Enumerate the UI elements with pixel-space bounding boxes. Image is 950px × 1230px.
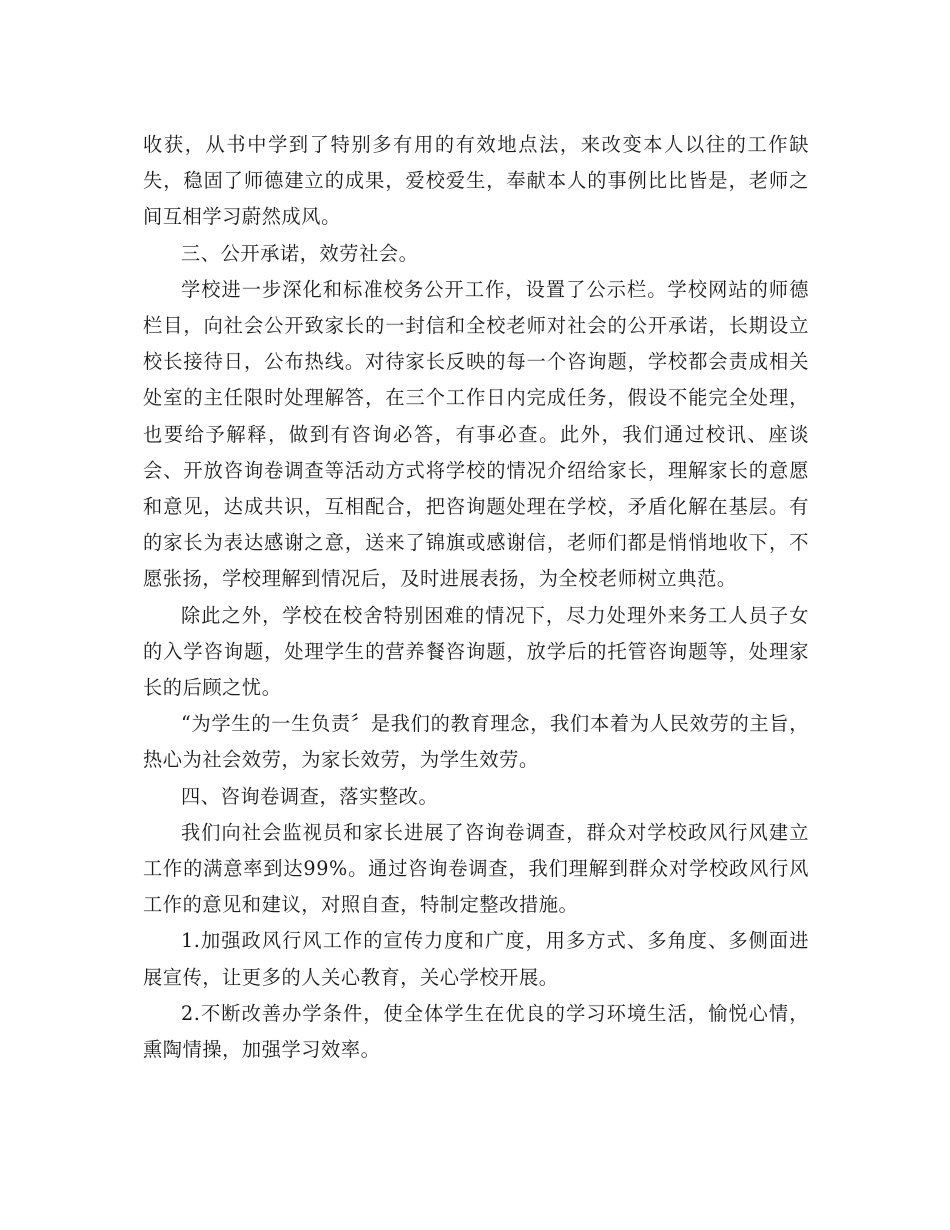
paragraph-continuation: 收获，从书中学到了特别多有用的有效地点法，来改变本人以往的工作缺失，稳固了师德建立的成果，爱校爱生，奉献本人的事例比比皆是，老师之间互相学习蔚然成风。 bbox=[143, 133, 809, 229]
paragraph-survey: 我们向社会监视员和家长进展了咨询卷调查，群众对学校政风行风建立工作的满意率到达99%。通过咨询卷调查，我们理解到群众对学校政风行风工作的意见和建议，对照自查，特制定整改措施。 bbox=[143, 820, 809, 917]
paragraph-education-philosophy: “为学生的一生负责〞是我们的教育理念，我们本着为人民效劳的主旨，热心为社会效劳，为家长效劳，为学生效劳。 bbox=[143, 712, 809, 772]
document-body bbox=[143, 127, 809, 1068]
paragraph-public-affairs: 学校进一步深化和标准校务公开工作，设置了公示栏。学校网站的师德栏目，向社会公开致家长的一封信和全校老师对社会的公开承诺，长期设立校长接待日，公布热线。对待家长反映的每一个咨询题，学校都会责成相关处室的主任限时处理解答，在三个工作日内完成任务，假设不能完全处理，也要给予解释，做到有咨询必答，有事必查。此外，我们通过校讯、座谈会、开放咨询卷调查等活动方式将学校的情况介绍给家长，理解家长的意愿和意见，达成共识，互相配合，把咨询题处理在学校，矛盾化解在基层。有的家长为表达感谢之意，送来了锦旗或感谢信，老师们都是悄悄地收下，不愿张扬，学校理解到情况后，及时进展表扬，为全校老师树立典范。 bbox=[143, 277, 809, 591]
section-heading-four: 四、咨询卷调查，落实整改。 bbox=[181, 784, 439, 808]
section-heading-three: 三、公开承诺，效劳社会。 bbox=[181, 241, 419, 265]
list-item-1: 1.加强政风行风工作的宣传力度和广度，用多方式、多角度、多侧面进展宣传，让更多的人关心教育，关心学校开展。 bbox=[143, 929, 809, 989]
list-item-2: 2.不断改善办学条件，使全体学生在优良的学习环境生活，愉悦心情，熏陶情操，加强学习效率。 bbox=[143, 1001, 809, 1062]
paragraph-migrant-children: 除此之外，学校在校舍特别困难的情况下，尽力处理外来务工人员子女的入学咨询题，处理学生的营养餐咨询题，放学后的托管咨询题等，处理家长的后顾之忧。 bbox=[143, 603, 809, 700]
